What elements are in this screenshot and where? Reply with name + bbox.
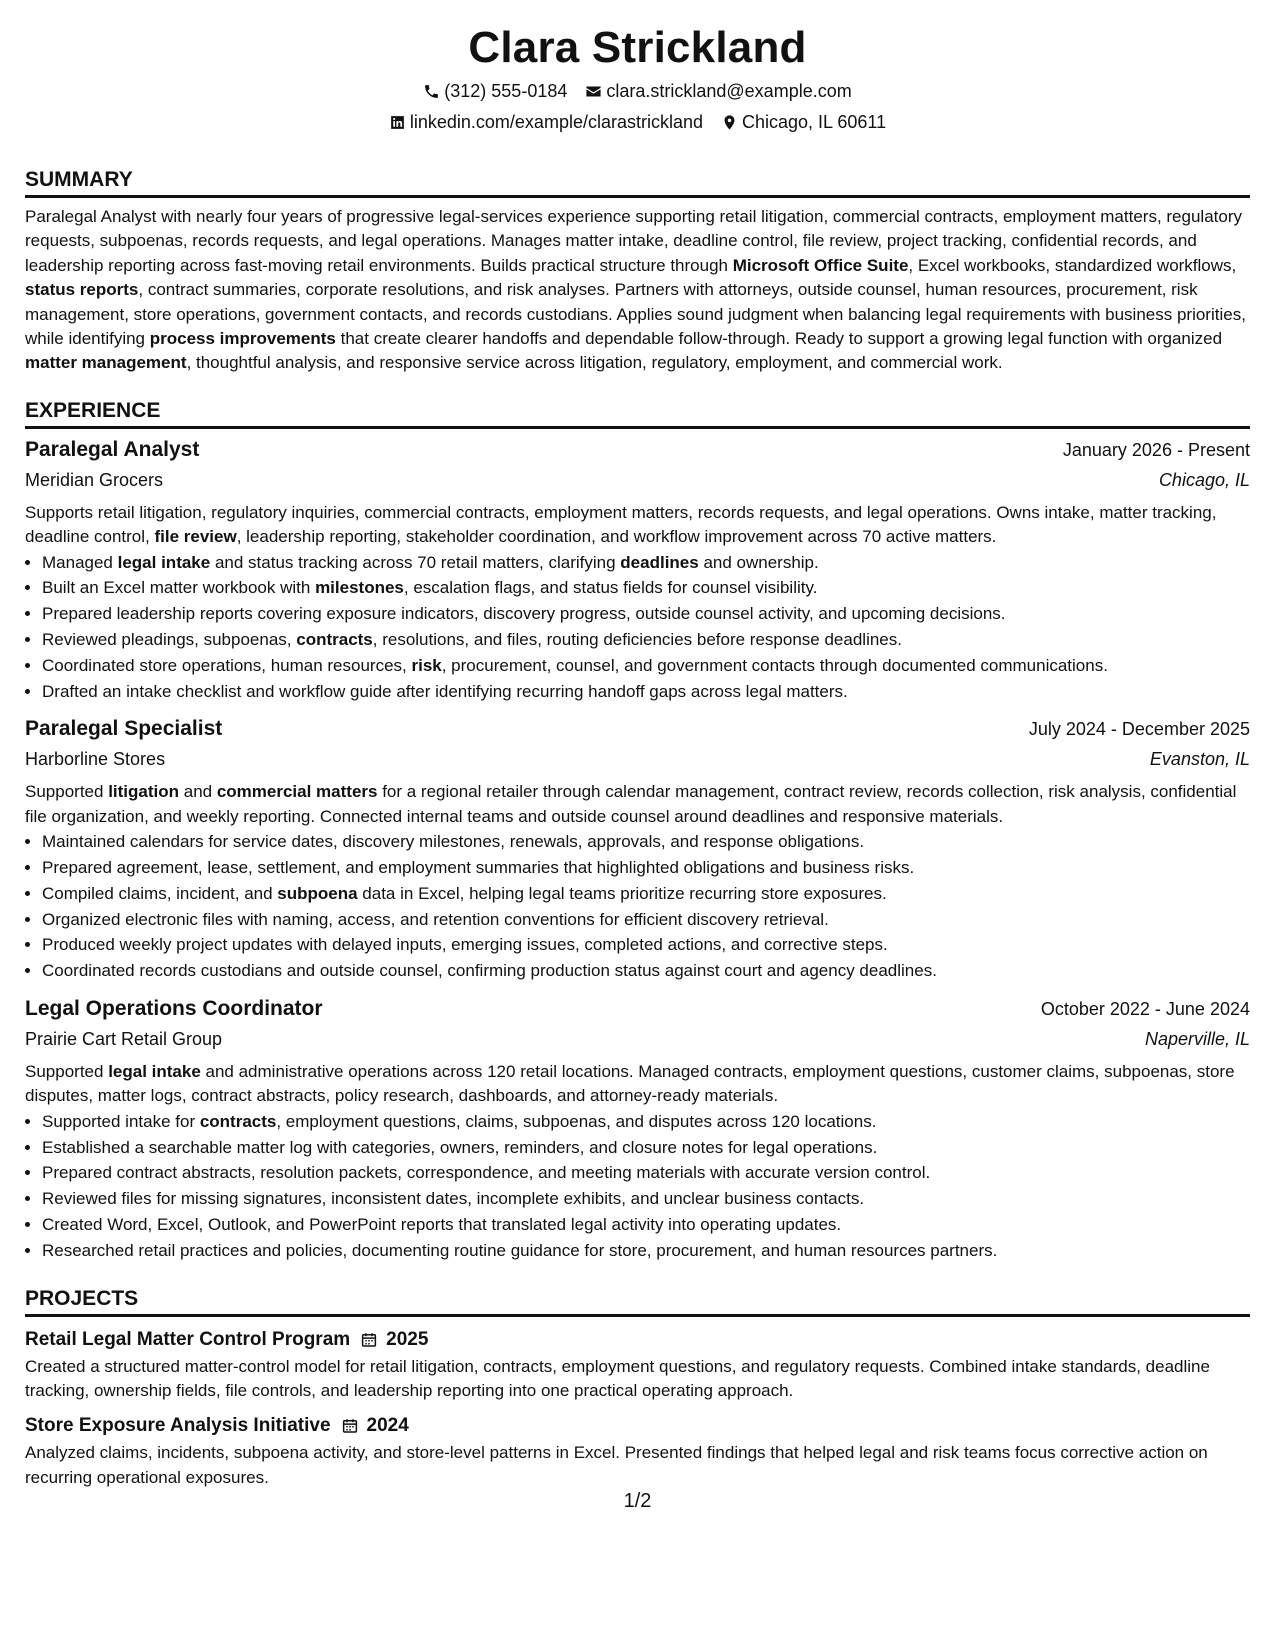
linkedin-text: linkedin.com/example/clarastrickland — [409, 112, 703, 132]
text-run: Maintained calendars for service dates, discovery milestones, renewals, approvals, and response obligations. — [42, 832, 865, 852]
emphasis-text: status reports — [25, 280, 139, 300]
contact-row-primary — [25, 80, 1250, 102]
text-run: , employment questions, claims, subpoenas, and disputes across 120 locations. — [276, 1111, 877, 1131]
text-run: Drafted an intake checklist and workflow guide after identifying recurring handoff gaps across legal matters. — [42, 681, 848, 701]
map-pin-icon — [721, 114, 738, 131]
experience-list — [25, 435, 1250, 1264]
job-bullet — [42, 881, 1250, 907]
project-entry — [25, 1411, 1250, 1490]
job-company: Prairie Cart Retail Group — [25, 1029, 223, 1050]
calendar-icon — [341, 1417, 359, 1435]
job-location: Chicago, IL — [1158, 469, 1250, 490]
job-title: Paralegal Analyst — [25, 437, 200, 461]
job-bullet — [42, 1160, 1250, 1186]
job-bullet — [42, 855, 1250, 881]
project-year: 2024 — [366, 1415, 409, 1437]
text-run: Researched retail practices and policies, documenting routine guidance for store, procurement, and human resources partners. — [42, 1240, 998, 1260]
emphasis-text: legal intake — [117, 552, 211, 572]
emphasis-text: subpoena — [277, 883, 358, 903]
project-year: 2025 — [386, 1328, 429, 1350]
job-location: Evanston, IL — [1149, 749, 1250, 770]
emphasis-text: risk — [411, 655, 442, 675]
summary-heading: SUMMARY — [25, 167, 1250, 198]
job-company-row — [25, 1024, 1250, 1055]
emphasis-text: file review — [154, 527, 237, 547]
summary-text — [25, 205, 1250, 376]
linkedin-contact[interactable] — [389, 111, 703, 133]
job-bullet — [42, 550, 1250, 576]
email-text: clara.strickland@example.com — [606, 81, 852, 101]
project-entry — [25, 1325, 1250, 1404]
project-header — [25, 1411, 1250, 1441]
job-bullet — [42, 653, 1250, 679]
project-date — [360, 1325, 428, 1355]
job-title: Paralegal Specialist — [25, 717, 223, 741]
text-run: Organized electronic files with naming, access, and retention conventions for efficient discovery retrieval. — [42, 909, 829, 929]
text-run: Built an Excel matter workbook with — [42, 578, 316, 598]
job-bullet — [42, 1238, 1250, 1264]
text-run: Reviewed pleadings, subpoenas, — [42, 630, 297, 650]
text-run: and administrative operations across 120 retail locations. Managed contracts, employment questions, customer claims, subpoenas, store disputes, matter logs, contract abstracts, policy research, dashboards, and attorney-ready materials. — [25, 1062, 1235, 1106]
job-header-row — [25, 714, 1250, 744]
text-run: Supported — [25, 782, 109, 802]
job-bullet — [42, 1212, 1250, 1238]
emphasis-text: contracts — [296, 630, 373, 650]
job-entry — [25, 435, 1250, 705]
text-run: Reviewed files for missing signatures, inconsistent dates, incomplete exhibits, and unclear business contacts. — [42, 1189, 865, 1209]
text-run: that create clearer handoffs and dependable follow-through. Ready to support a growing legal function with organized — [335, 329, 1223, 349]
text-run: Produced weekly project updates with delayed inputs, emerging issues, completed actions, and corrective steps. — [42, 935, 888, 955]
phone-icon — [423, 83, 440, 100]
job-bullet — [42, 679, 1250, 705]
text-run: for a regional retailer through calendar management, contract review, records collection, risk analysis, confidential file organization, and weekly reporting. Connected internal teams and outside counsel around deadlines and responsive materials. — [25, 782, 1237, 826]
projects-heading: PROJECTS — [25, 1286, 1250, 1317]
phone-text: (312) 555-0184 — [444, 81, 568, 101]
job-company: Harborline Stores — [25, 749, 166, 770]
project-name: Store Exposure Analysis Initiative — [25, 1415, 331, 1437]
job-bullet — [42, 575, 1250, 601]
text-run: Established a searchable matter log with categories, owners, reminders, and closure notes for legal operations. — [42, 1137, 878, 1157]
experience-heading: EXPERIENCE — [25, 398, 1250, 429]
text-run: Compiled claims, incident, and — [42, 883, 278, 903]
phone-contact[interactable] — [423, 80, 567, 102]
text-run: Prepared leadership reports covering exposure indicators, discovery progress, outside counsel activity, and upcoming decisions. — [42, 604, 1006, 624]
text-run: and status tracking across 70 retail matters, clarifying — [210, 552, 621, 572]
text-run: Managed — [42, 552, 118, 572]
job-bullet — [42, 1135, 1250, 1161]
email-contact[interactable] — [585, 80, 851, 102]
location-text: Chicago, IL 60611 — [742, 112, 887, 132]
candidate-name: Clara Strickland — [468, 23, 807, 72]
job-dates: January 2026 - Present — [1062, 439, 1250, 460]
emphasis-text: matter management — [25, 353, 187, 373]
emphasis-text: deadlines — [620, 552, 699, 572]
job-title: Legal Operations Coordinator — [25, 997, 323, 1021]
text-run: and — [179, 782, 217, 802]
text-run: Prepared contract abstracts, resolution packets, correspondence, and meeting materials with accurate version control. — [42, 1163, 931, 1183]
calendar-icon — [360, 1331, 378, 1349]
text-run: , procurement, counsel, and government contacts through documented communications. — [441, 655, 1108, 675]
job-bullets — [25, 1109, 1250, 1264]
text-run: Coordinated records custodians and outside counsel, confirming production status against court and agency deadlines. — [42, 961, 937, 981]
job-dates: October 2022 - June 2024 — [1040, 999, 1250, 1020]
job-description — [25, 1060, 1250, 1109]
job-bullet — [42, 932, 1250, 958]
resume-page — [25, 0, 1250, 1490]
linkedin-icon — [389, 114, 406, 131]
text-run: Supported intake for — [42, 1111, 200, 1131]
emphasis-text: legal intake — [108, 1062, 201, 1082]
text-run: Supports retail litigation, regulatory inquiries, commercial contracts, employment matters, records requests, and legal operations. Owns intake, matter tracking, deadline control, — [25, 502, 1217, 547]
project-description: Analyzed claims, incidents, subpoena activity, and store-level patterns in Excel. Presented findings that helped legal and risk teams focus corrective action on recurring operational exposures. — [25, 1443, 1208, 1487]
job-entry — [25, 994, 1250, 1264]
job-bullet — [42, 1186, 1250, 1212]
job-bullet — [42, 829, 1250, 855]
text-run: , resolutions, and files, routing deficiencies before response deadlines. — [372, 630, 902, 650]
job-bullets — [25, 550, 1250, 705]
job-bullet — [42, 907, 1250, 933]
job-entry — [25, 714, 1250, 984]
project-description: Created a structured matter-control model for retail litigation, contracts, employment questions, and regulatory requests. Combined intake standards, deadline tracking, ownership fields, file controls, and leadership reporting into one practical operating approach. — [25, 1356, 1210, 1401]
location-contact — [721, 111, 886, 133]
emphasis-text: process improvements — [149, 329, 336, 349]
text-run: Prepared agreement, lease, settlement, and employment summaries that highlighted obligations and business risks. — [42, 858, 915, 878]
emphasis-text: contracts — [199, 1111, 277, 1131]
text-run: , Excel workbooks, standardized workflows, — [908, 255, 1237, 275]
job-bullet — [42, 958, 1250, 984]
contact-row-secondary — [25, 111, 1250, 133]
job-header-row — [25, 994, 1250, 1024]
project-date — [341, 1411, 409, 1441]
job-description — [25, 501, 1250, 550]
text-run: and ownership. — [698, 552, 819, 572]
job-header-row — [25, 435, 1250, 465]
text-run: Supported — [25, 1062, 109, 1082]
job-company: Meridian Grocers — [25, 469, 164, 490]
text-run: Created Word, Excel, Outlook, and PowerPoint reports that translated legal activity into operating updates. — [42, 1215, 842, 1235]
emphasis-text: milestones — [315, 578, 404, 598]
job-company-row — [25, 744, 1250, 775]
envelope-icon — [585, 83, 602, 100]
job-location: Naperville, IL — [1144, 1029, 1250, 1050]
emphasis-text: litigation — [108, 782, 180, 802]
job-description — [25, 780, 1250, 829]
text-run: Coordinated store operations, human resources, — [42, 655, 412, 675]
job-bullet — [42, 601, 1250, 627]
text-run: , contract summaries, corporate resolutions, and risk analyses. Partners with attorneys, outside counsel, human resources, procurement, risk management, store operations, government contacts, and records custodians. Applies sound judgment when balancing legal requirements with business priorities, while identifying — [25, 280, 1246, 349]
text-run: data in Excel, helping legal teams prioritize recurring store exposures. — [357, 883, 887, 903]
job-bullet — [42, 627, 1250, 653]
project-header — [25, 1325, 1250, 1355]
job-bullet — [42, 1109, 1250, 1135]
text-run: , leadership reporting, stakeholder coordination, and workflow improvement across 70 active matters. — [236, 527, 997, 547]
page-number: 1/2 — [623, 1490, 652, 1512]
text-run: , thoughtful analysis, and responsive service across litigation, regulatory, employment, and commercial work. — [186, 353, 1003, 373]
emphasis-text: commercial matters — [216, 782, 378, 802]
text-run: , escalation flags, and status fields for counsel visibility. — [403, 578, 818, 598]
project-name: Retail Legal Matter Control Program — [25, 1328, 351, 1350]
job-bullets — [25, 829, 1250, 984]
text-run: Paralegal Analyst with nearly four years of progressive legal-services experience supporting retail litigation, commercial contracts, employment matters, regulatory requests, subpoenas, records requests, and legal operations. Manages matter intake, deadline control, file review, project tracking, confidential records, and leadership reporting across fast-moving retail environments. Builds practical structure through — [25, 207, 1242, 275]
emphasis-text: Microsoft Office Suite — [732, 255, 909, 275]
job-dates: July 2024 - December 2025 — [1028, 719, 1250, 740]
job-company-row — [25, 465, 1250, 496]
projects-list — [25, 1325, 1250, 1491]
